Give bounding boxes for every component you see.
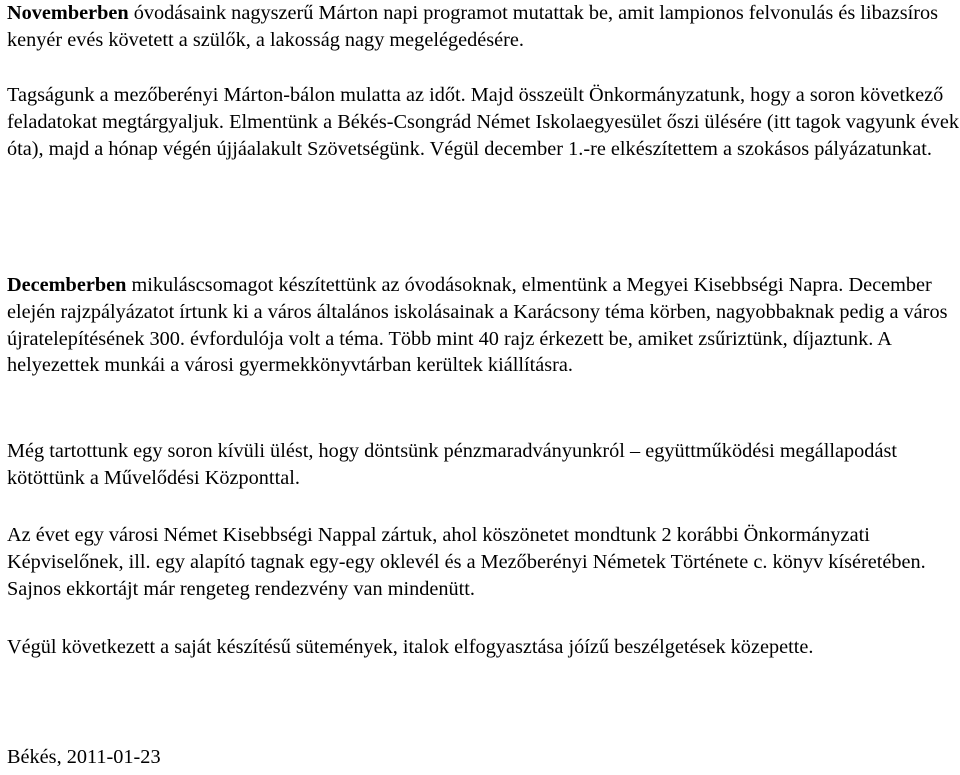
paragraph-december-text: mikuláscsomagot készítettünk az óvodásoknak, elmentünk a Megyei Kisebbségi Napra. December elején rajzpályázatot írtunk ki a város általános iskolásainak a Karácsony téma körben, nagyobbaknak pedig a város újratelepítésének 300. évfordulója volt a téma. Több mint 40 rajz érkezett be, amiket zsűriztünk, díjaztunk. A helyezettek munkái a városi gyermekkönyvtárban kerültek kiállításra. — [7, 274, 948, 377]
paragraph-december-lead: Decemberben — [7, 274, 127, 296]
signature-place-date: Békés, 2011-01-23 — [7, 746, 161, 768]
paragraph-tagsag: Tagságunk a mezőberényi Márton-bálon mulatta az időt. Majd összeült Önkormányzatunk, hogy a soron következő feladatokat megtárgyaljuk. Elmentünk a Békés-Csongrád Német Iskolaegyesület őszi ülésére (itt tagok vagyunk évek óta), majd a hónap végén újjáalakult Szövetségünk. Végül december 1.-re elkészítettem a szokásos pályázatunkat. — [7, 84, 959, 160]
paragraph-ules: Még tartottunk egy soron kívüli ülést, hogy döntsünk pénzmaradványunkról – együttműködési megállapodást kötöttünk a Művelődési Központtal. — [7, 440, 897, 489]
paragraph-december — [7, 272, 960, 379]
paragraph-november-text: óvodásaink nagyszerű Márton napi programot mutattak be, amit lampionos felvonulás és libazsíros kenyér evés követett a szülők, a lakosság nagy megelégedésére. — [7, 2, 939, 51]
paragraph-november — [7, 0, 960, 54]
paragraph-november-lead: Novemberben — [7, 2, 129, 24]
paragraph-vegul: Végül következett a saját készítésű sütemények, italok elfogyasztása jóízű beszélgetések közepette. — [7, 636, 814, 658]
paragraph-ev: Az évet egy városi Német Kisebbségi Nappal zártuk, ahol köszönetet mondtunk 2 korábbi Önkormányzati Képviselőnek, ill. egy alapító tagnak egy-egy oklevél és a Mezőberényi Németek Története c. könyv kíséretében. Sajnos ekkortájt már rengeteg rendezvény van mindenütt. — [7, 524, 926, 600]
